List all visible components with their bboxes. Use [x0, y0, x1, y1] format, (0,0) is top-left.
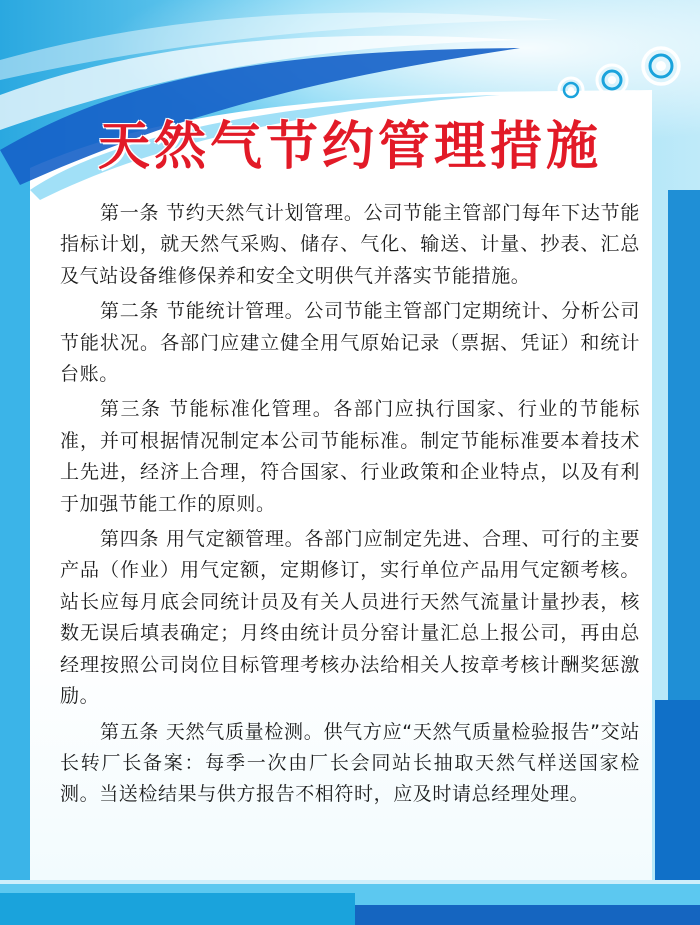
article-3: 第三条 节能标准化管理。各部门应执行国家、行业的节能标准，并可根据情况制定本公司节能标准。制定节能标准要本着技术上先进，经济上合理，符合国家、行业政策和企业特点，以及有利于加强节能工作的原则。	[60, 398, 640, 515]
article-4: 第四条 用气定额管理。各部门应制定先进、合理、可行的主要产品（作业）用气定额，定期修订，实行单位产品用气定额考核。站长应每月底会同统计员及有关人员进行天然气流量计量抄表，核数无误后填表确定；月终由统计员分窑计量汇总上报公司，再由总经理按照公司岗位目标管理考核办法给相关人按章考核计酬奖惩激励。	[60, 528, 640, 708]
page-title: 天然气节约管理措施	[97, 117, 602, 177]
article-1: 第一条 节约天然气计划管理。公司节能主管部门每年下达节能指标计划，就天然气采购、储存、气化、输送、计量、抄表、汇总及气站设备维修保养和安全文明供气并落实节能措施。	[60, 202, 640, 287]
left-frame-strip	[0, 150, 30, 925]
article-2: 第二条 节能统计管理。公司节能主管部门定期统计、分析公司节能状况。各部门应建立健全用气原始记录（票据、凭证）和统计台账。	[60, 300, 640, 386]
article-5: 第五条 天然气质量检测。供气方应“天然气质量检验报告”交站长转厂长备案：每季一次由厂长会同站长抽取天然气样送国家检测。当送检结果与供方报告不相符时，应及时请总经理处理。	[60, 720, 640, 806]
bottom-dark-band	[355, 905, 700, 925]
article-list	[60, 198, 640, 815]
concentric-circle-icon	[597, 65, 627, 95]
